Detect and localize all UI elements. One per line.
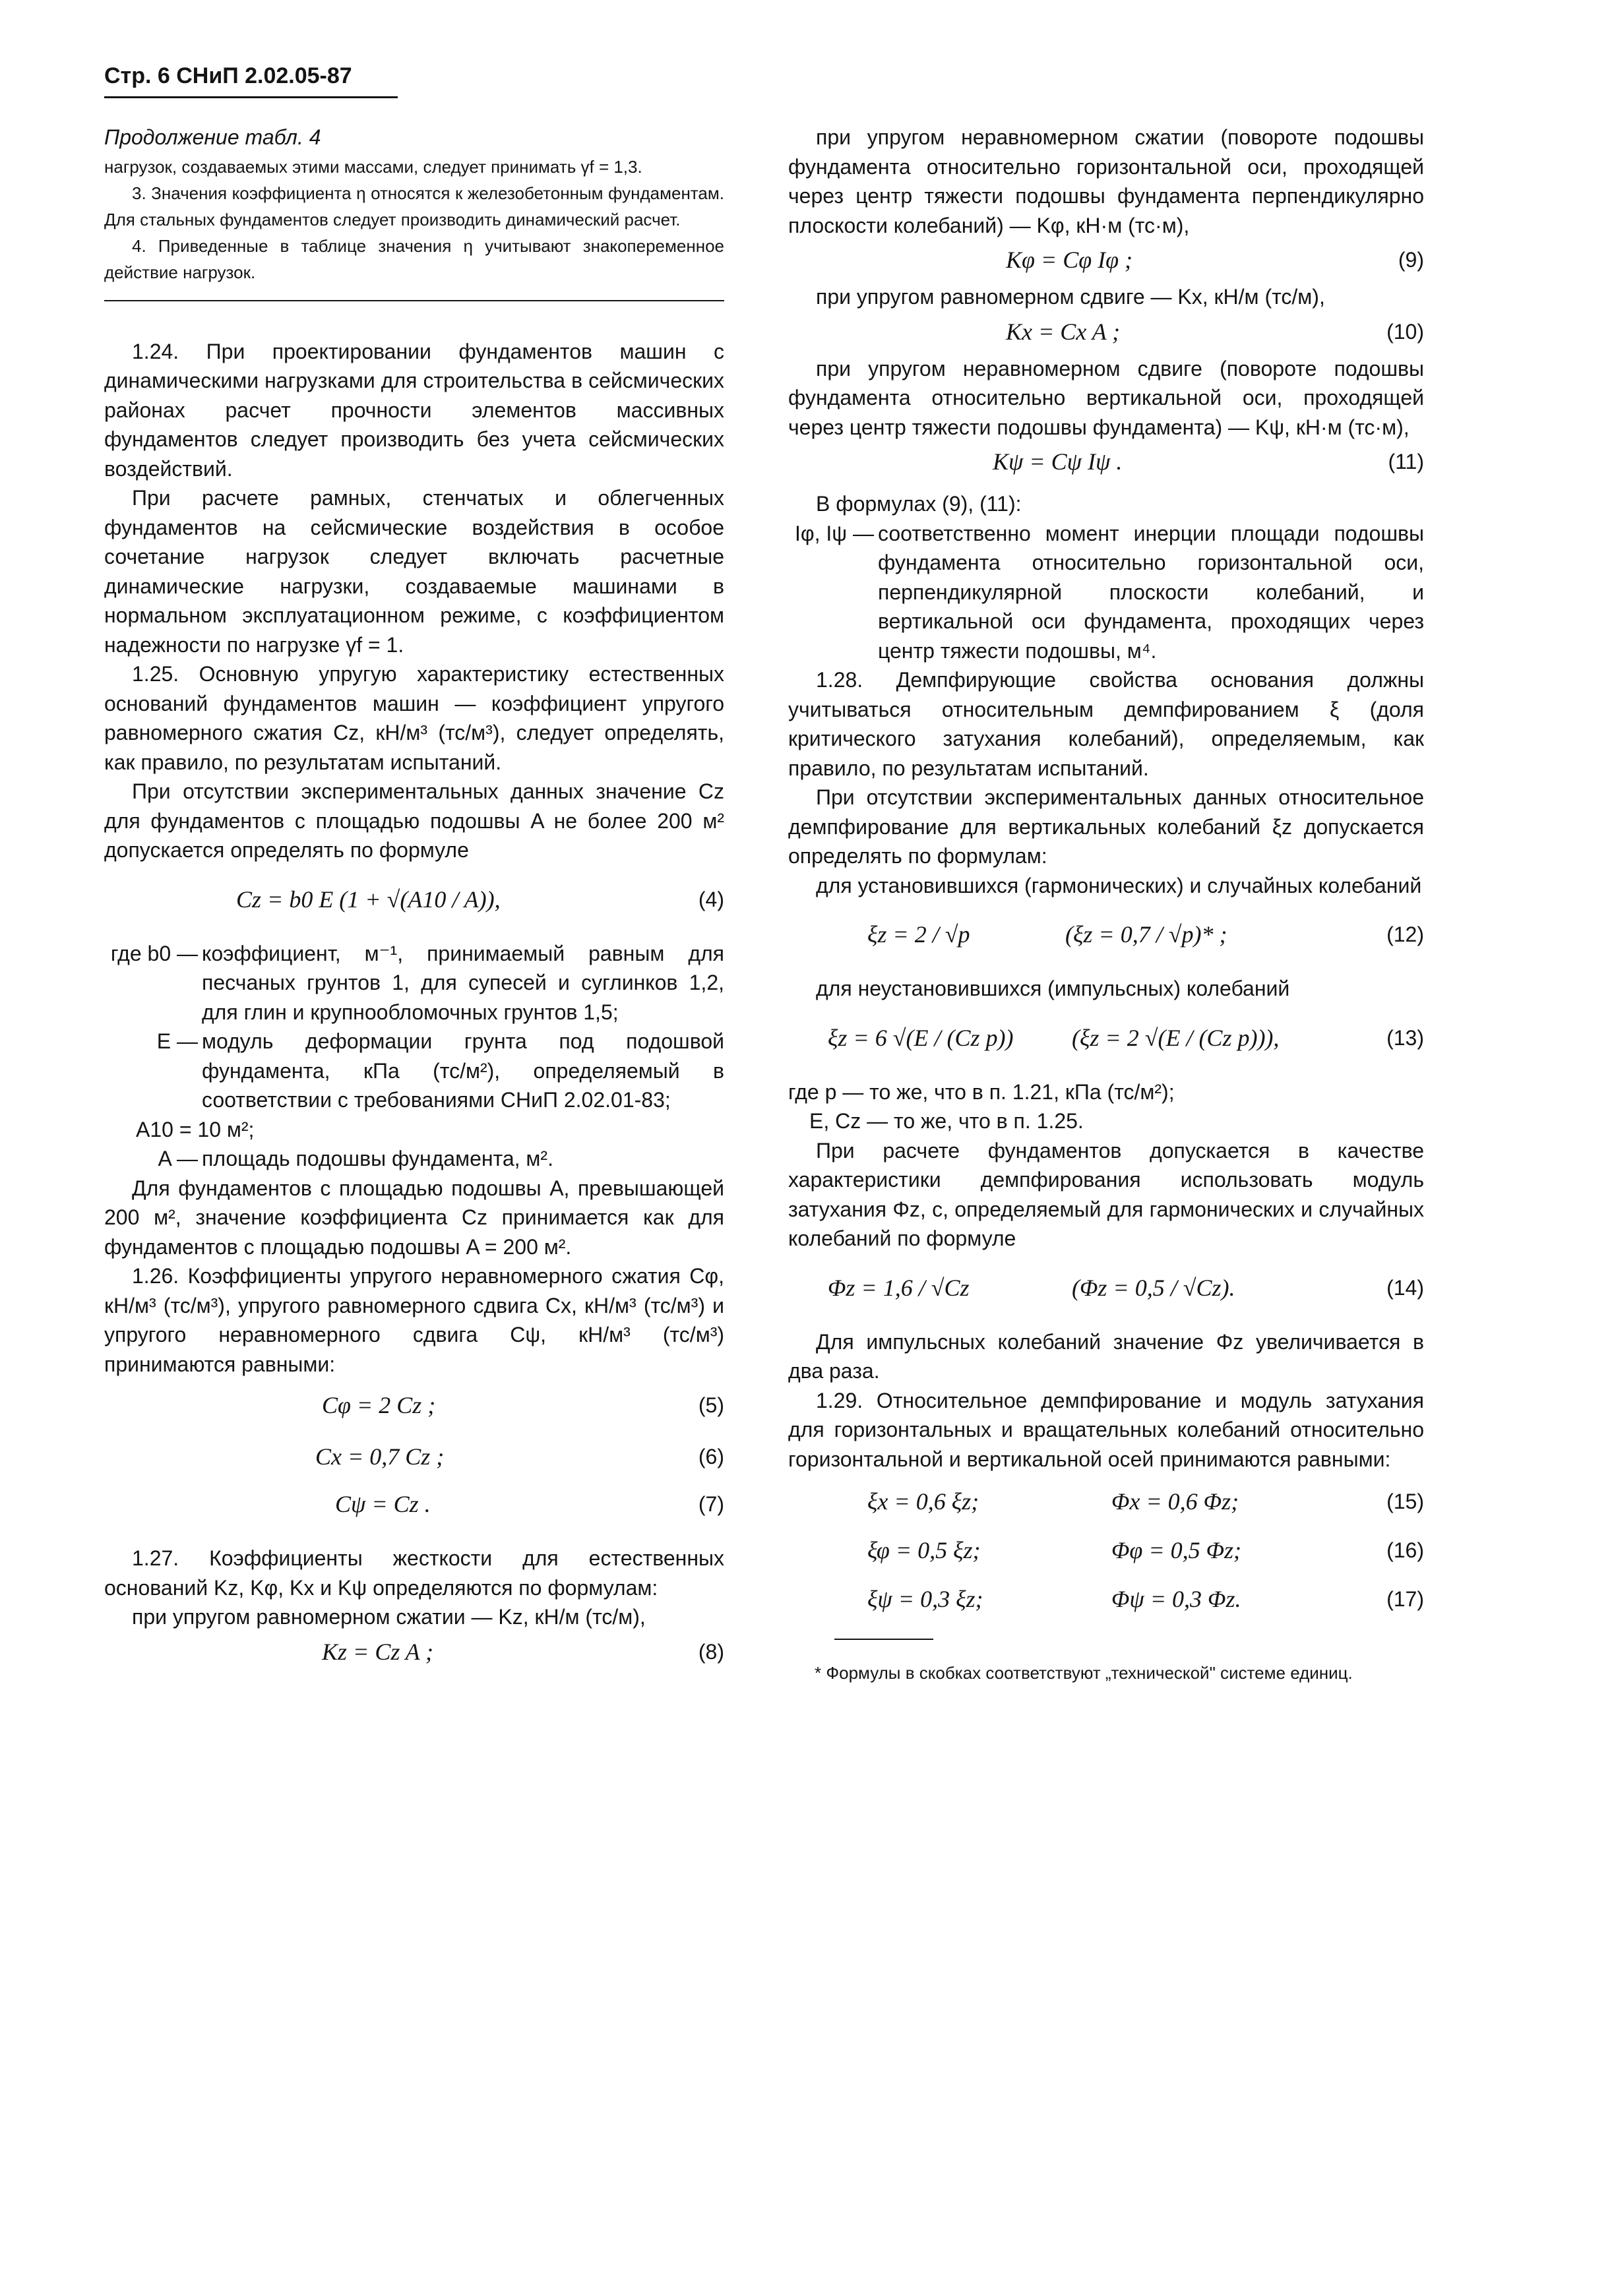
paragraph-kphi: при упругом неравномерном сжатии (повороте подошвы фундамента относительно горизонтальной оси, проходящей через центр тяжести подошвы фундамента перпендикулярно плоскости колебаний) — Kφ, кН·м (тс·м),: [788, 125, 1424, 237]
paragraph-kpsi: при упругом неравномерном сдвиге (повороте подошвы фундамента относительно вертикальной оси, проходящей через центр тяжести подошвы фундамента) — Kψ, кН·м (тс·м),: [788, 356, 1424, 439]
equation-9-number: (9): [1398, 248, 1424, 272]
paragraph-kx: при упругом равномерном сдвиге — Kx, кН/м (тс/м),: [816, 285, 1325, 309]
paragraph-steady: для установившихся (гармонических) и случайных колебаний: [816, 873, 1422, 897]
equation-4: [104, 865, 724, 939]
equation-17-number: (17): [1386, 1587, 1424, 1611]
paragraph-in-formulas: В формулах (9), (11):: [816, 492, 1022, 516]
definition-a10: A10 = 10 м²;: [136, 1117, 255, 1141]
equation-14-number: (14): [1386, 1275, 1424, 1300]
definition-inertia: [788, 519, 1424, 666]
footnote-rule: [834, 1639, 933, 1640]
paragraph-impulse: Для импульсных колебаний значение Φz увеличивается в два раза.: [788, 1329, 1424, 1383]
equation-12-technical: (ξz = 0,7 / √p)* ;: [1065, 921, 1227, 948]
equation-13-formula: ξz = 6 √(E / (Cz p)): [828, 1024, 1014, 1051]
equation-9: [788, 240, 1424, 282]
equation-7-number: (7): [698, 1492, 724, 1516]
definition-b0-symbol: где b0 —: [110, 941, 198, 965]
equation-4-formula: Cz = b0 E (1 + √(A10 / A)),: [236, 886, 501, 913]
definition-a-text: площадь подошвы фундамента, м².: [202, 1147, 553, 1170]
equation-11: [788, 442, 1424, 484]
equation-10-number: (10): [1386, 319, 1424, 344]
definition-e-cz: E, Cz — то же, что в п. 1.25.: [809, 1109, 1084, 1133]
definition-a: [104, 1144, 724, 1174]
equation-12-number: (12): [1386, 922, 1424, 946]
equation-5-number: (5): [698, 1393, 724, 1417]
equation-6: [104, 1437, 724, 1479]
table-note-cont: нагрузок, создаваемых этими массами, следует принимать γf = 1,3.: [104, 156, 642, 177]
table-continuation-label: Продолжение табл. 4: [104, 125, 321, 149]
equation-6-formula: Cx = 0,7 Cz ;: [315, 1443, 445, 1470]
equation-17-xi: ξψ = 0,3 ξz;: [867, 1586, 983, 1612]
paragraph-kz: при упругом равномерном сжатии — Kz, кН/м (тс/м),: [132, 1605, 646, 1629]
paragraph-damping-module: При расчете фундаментов допускается в качестве характеристики демпфирования использовать модуль затухания Φz, с, определяемый для гармонических и случайных колебаний по формуле: [788, 1138, 1424, 1250]
equation-10-formula: Kx = Cx A ;: [1006, 318, 1120, 345]
equation-15: [788, 1482, 1424, 1524]
right-column: [788, 123, 1424, 1686]
equation-8-number: (8): [698, 1639, 724, 1664]
definition-inertia-symbol: Iφ, Iψ —: [794, 521, 874, 545]
divider: [104, 300, 724, 301]
equation-10: [788, 312, 1424, 354]
equation-13-number: (13): [1386, 1025, 1424, 1050]
clause-1-25: 1.25. Основную упругую характеристику естественных оснований фундаментов машин — коэффициент упругого равномерного сжатия Cz, кН/м³ (тс/м³), следует определять, как правило, по результатам испытаний.: [104, 662, 724, 774]
table-note-4: 4. Приведенные в таблице значения η учитывают знакопеременное действие нагрузок.: [104, 235, 724, 282]
footnote: * Формулы в скобках соответствуют „технической" системе единиц.: [815, 1663, 1353, 1683]
definition-inertia-text: соответственно момент инерции площади подошвы фундамента относительно горизонтальной оси, перпендикулярной плоскости колебаний, и вертикальной оси фундамента, проходящих через центр тяжести подошвы, м⁴.: [878, 521, 1424, 663]
equation-15-phi: Φx = 0,6 Φz;: [1111, 1488, 1239, 1515]
paragraph-cz-formula: При отсутствии экспериментальных данных значение Cz для фундаментов с площадью подошвы A не более 200 м² допускается определять по формуле: [104, 779, 724, 862]
equation-12-formula: ξz = 2 / √p: [867, 921, 970, 948]
equation-5-formula: Cφ = 2 Cz ;: [322, 1392, 436, 1418]
definition-a-symbol: A —: [158, 1147, 198, 1170]
left-column: [104, 123, 724, 1674]
page-header: Стр. 6 СНиП 2.02.05-87: [104, 63, 352, 88]
paragraph-frame-foundations: При расчете рамных, стенчатых и облегченных фундаментов на сейсмические воздействия в особое сочетание нагрузок следует включать расчетные динамические нагрузки, создаваемые машинами в нормальном эксплуатационном режиме, с коэффициентом надежности по нагрузке γf = 1.: [104, 486, 724, 657]
equation-16-phi: Φφ = 0,5 Φz;: [1111, 1537, 1242, 1563]
definition-e: [104, 1027, 724, 1115]
clause-1-27: 1.27. Коэффициенты жесткости для естественных оснований Kz, Kφ, Kx и Kψ определяются по формулам:: [104, 1546, 724, 1600]
equation-14: [788, 1254, 1424, 1327]
header-rule: [104, 96, 398, 98]
clause-1-26: 1.26. Коэффициенты упругого неравномерного сжатия Cφ, кН/м³ (тс/м³), упругого равномерного сдвига Cx, кН/м³ (тс/м³) и упругого неравномерного сдвига Cψ, кН/м³ (тс/м³) принимаются равными:: [104, 1264, 724, 1376]
equation-13: [788, 1004, 1424, 1077]
definition-e-symbol: E —: [156, 1029, 198, 1053]
equation-16: [788, 1530, 1424, 1573]
equation-11-formula: Kψ = Cψ Iψ .: [993, 448, 1123, 475]
equation-4-number: (4): [698, 887, 724, 911]
equation-16-number: (16): [1386, 1538, 1424, 1562]
equation-9-formula: Kφ = Cφ Iφ ;: [1006, 247, 1133, 273]
clause-1-29: 1.29. Относительное демпфирование и модуль затухания для горизонтальных и вращательных колебаний относительно горизонтальной и вертикальной осей принимаются равными:: [788, 1388, 1424, 1471]
equation-11-number: (11): [1388, 450, 1424, 473]
equation-6-number: (6): [698, 1445, 724, 1468]
equation-15-xi: ξx = 0,6 ξz;: [867, 1488, 979, 1515]
definition-b0-text: коэффициент, м⁻¹, принимаемый равным для песчаных грунтов 1, для супесей и суглинков 1,2, для глин и крупнообломочных грунтов 1,5;: [202, 941, 724, 1024]
equation-5: [104, 1385, 724, 1428]
equation-14-formula: Φz = 1,6 / √Cz: [828, 1274, 970, 1301]
equation-8: [104, 1632, 724, 1674]
clause-1-24: 1.24. При проектировании фундаментов машин с динамическими нагрузками для строительства в сейсмических районах расчет прочности элементов массивных фундаментов следует производить без учета сейсмических воздействий.: [104, 339, 724, 481]
paragraph-damping-absent: При отсутствии экспериментальных данных относительное демпфирование для вертикальных колебаний ξz допускается определять по формулам:: [788, 785, 1424, 868]
equation-14-technical: (Φz = 0,5 / √Cz).: [1072, 1274, 1235, 1301]
equation-16-xi: ξφ = 0,5 ξz;: [867, 1537, 981, 1563]
table-note-3: 3. Значения коэффициента η относятся к железобетонным фундаментам. Для стальных фундаментов следует производить динамический расчет.: [104, 183, 724, 229]
definition-e-text: модуль деформации грунта под подошвой фундамента, кПа (тс/м²), определяемый в соответствии с требованиями СНиП 2.02.01-83;: [202, 1029, 724, 1112]
equation-15-number: (15): [1386, 1490, 1424, 1513]
paragraph-large-foundations: Для фундаментов с площадью подошвы A, превышающей 200 м², значение коэффициента Cz принимается как для фундаментов с площадью подошвы A = 200 м².: [104, 1176, 724, 1259]
equation-17-phi: Φψ = 0,3 Φz.: [1111, 1586, 1241, 1612]
equation-12: [788, 900, 1424, 974]
equation-7: [104, 1484, 724, 1526]
definition-b0: [104, 939, 724, 1027]
paragraph-unsteady: для неустановившихся (импульсных) колебаний: [816, 977, 1290, 1000]
equation-8-formula: Kz = Cz A ;: [322, 1638, 434, 1665]
clause-1-28: 1.28. Демпфирующие свойства основания должны учитываться относительным демпфированием ξ (доля критического затухания колебаний), определяемым, как правило, по результатам испытаний.: [788, 668, 1424, 780]
equation-17: [788, 1579, 1424, 1621]
definition-p: где p — то же, что в п. 1.21, кПа (тс/м²);: [788, 1079, 1175, 1104]
equation-7-formula: Cψ = Cz .: [335, 1491, 431, 1517]
equation-13-technical: (ξz = 2 √(E / (Cz p))),: [1072, 1024, 1280, 1051]
